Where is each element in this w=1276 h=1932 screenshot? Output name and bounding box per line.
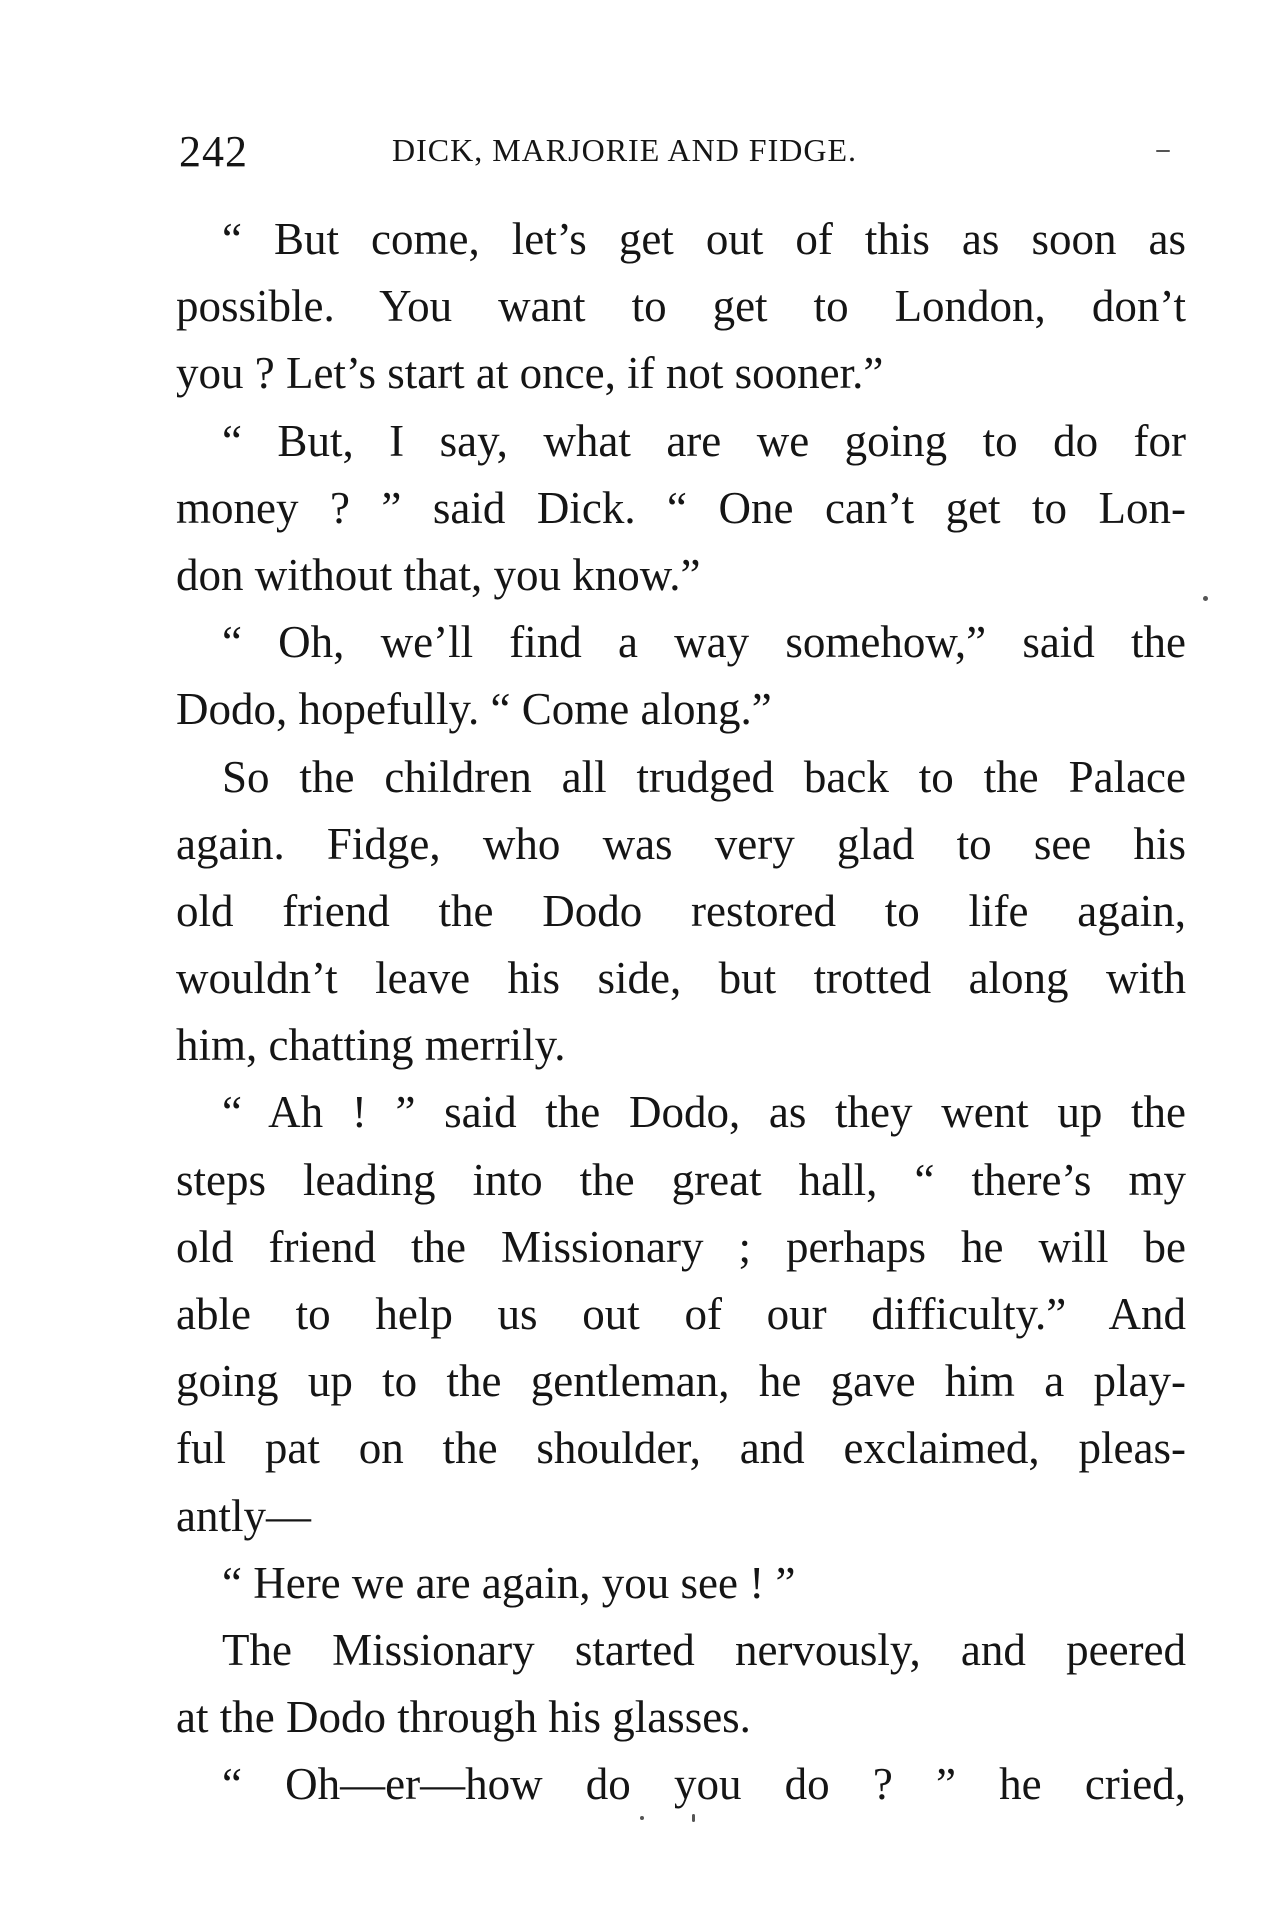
text-line: at the Dodo through his glasses. xyxy=(176,1692,751,1743)
text-line: antly— xyxy=(176,1490,311,1541)
text-line: So the children all trudged back to the Palace xyxy=(222,751,1186,802)
text-line: “ Here we are again, you see ! ” xyxy=(222,1557,796,1608)
text-line: “ Oh—er—how do you do ? ” he cried, xyxy=(222,1759,1186,1810)
text-line: him, chatting merrily. xyxy=(176,1020,566,1071)
print-speck xyxy=(1203,596,1208,601)
text-line: old friend the Missionary ; perhaps he will be xyxy=(176,1221,1186,1272)
page-number: 242 xyxy=(179,127,248,176)
text-line: Dodo, hopefully. “ Come along.” xyxy=(176,684,772,735)
text-line: wouldn’t leave his side, but trotted along with xyxy=(176,953,1186,1004)
body-text xyxy=(176,206,1186,1819)
text-line: you ? Let’s start at once, if not sooner.” xyxy=(176,348,884,399)
text-line: able to help us out of our difficulty.” And xyxy=(176,1289,1186,1339)
text-line: “ But come, let’s get out of this as soon as xyxy=(222,214,1186,264)
print-speck xyxy=(640,1816,644,1820)
print-speck xyxy=(1156,150,1170,152)
print-speck xyxy=(692,1814,695,1822)
text-line: steps leading into the great hall, “ there’s my xyxy=(176,1154,1186,1205)
text-line: going up to the gentleman, he gave him a play- xyxy=(176,1356,1186,1407)
text-line: possible. You want to get to London, don’t xyxy=(176,281,1186,332)
text-line: old friend the Dodo restored to life again, xyxy=(176,885,1186,936)
text-line: don without that, you know.” xyxy=(176,549,701,600)
text-line: The Missionary started nervously, and peered xyxy=(222,1624,1186,1675)
text-line: “ Oh, we’ll find a way somehow,” said the xyxy=(222,617,1186,668)
text-line: again. Fidge, who was very glad to see his xyxy=(176,818,1186,869)
running-head: DICK, MARJORIE AND FIDGE. xyxy=(392,132,858,168)
page-header xyxy=(176,122,1186,182)
text-line: ful pat on the shoulder, and exclaimed, pleas- xyxy=(176,1423,1186,1474)
text-line: money ? ” said Dick. “ One can’t get to Lon- xyxy=(176,482,1186,533)
text-line: “ Ah ! ” said the Dodo, as they went up the xyxy=(222,1087,1186,1138)
text-line: “ But, I say, what are we going to do for xyxy=(222,415,1186,466)
